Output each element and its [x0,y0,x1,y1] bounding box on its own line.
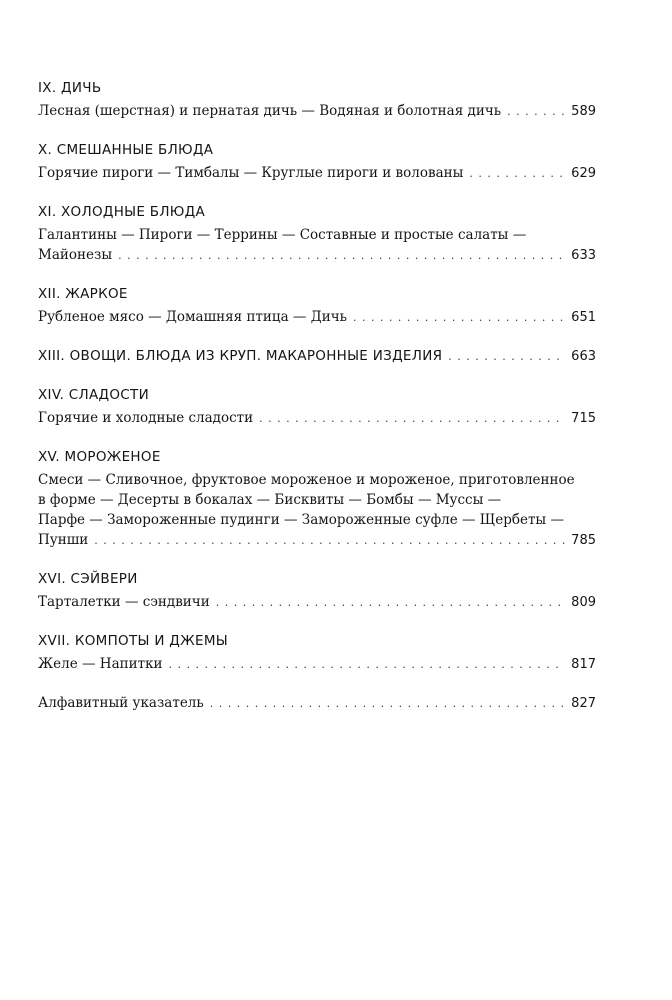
dot-leader [507,102,565,122]
page-number: 633 [571,248,596,263]
entry-text: Желе — Напитки [38,656,163,672]
toc-entry[interactable] [38,245,596,266]
section-title: XV. МОРОЖЕНОЕ [38,449,161,465]
entry-text: Рубленое мясо — Домашняя птица — Дичь [38,309,347,325]
entry-line: Парфе — Замороженные пудинги — Замороженные суфле — Щербеты — [38,512,564,528]
toc-entry[interactable] [38,163,596,184]
entry-text: Пунши [38,532,89,548]
page-number: 715 [571,411,596,426]
toc-entry[interactable] [38,346,596,367]
section-title: XIV. СЛАДОСТИ [38,387,149,403]
toc-entry[interactable] [38,408,596,429]
toc-section-x [38,140,596,184]
entry-text: Майонезы [38,247,113,263]
toc-entry[interactable] [38,592,596,613]
entry-text: Горячие пироги — Тимбалы — Круглые пироги и волованы [38,165,464,181]
toc-section-ix [38,78,596,122]
page-number: 589 [571,104,596,119]
toc-entry[interactable] [38,101,596,122]
entry-line: Смеси — Сливочное, фруктовое мороженое и мороженое, приготовленное [38,472,575,488]
section-title: XVI. СЭЙВЕРИ [38,571,138,587]
dot-leader [448,347,565,367]
entry-text: Тарталетки — сэндвичи [38,594,210,610]
section-title: XIII. ОВОЩИ. БЛЮДА ИЗ КРУП. МАКАРОННЫЕ ИЗДЕЛИЯ [38,348,443,364]
dot-leader [353,308,565,328]
toc-section-xii [38,284,596,328]
toc-section-xiii [38,346,596,367]
toc-entry[interactable] [38,530,596,551]
section-title: XVII. КОМПОТЫ И ДЖЕМЫ [38,633,228,649]
page-number: 817 [571,657,596,672]
toc-entry[interactable] [38,693,596,714]
dot-leader [210,694,565,714]
entry-text: Лесная (шерстная) и пернатая дичь — Водяная и болотная дичь [38,103,502,119]
toc-section-xv [38,447,596,551]
dot-leader [94,531,565,551]
page-number: 785 [571,533,596,548]
section-title: XII. ЖАРКОЕ [38,286,128,302]
section-title: XI. ХОЛОДНЫЕ БЛЮДА [38,204,206,220]
dot-leader [259,409,565,429]
entry-line: в форме — Десерты в бокалах — Бисквиты — Бомбы — Муссы — [38,492,502,508]
toc-section-xvii [38,631,596,675]
entry-line: Галантины — Пироги — Террины — Составные и простые салаты — [38,227,527,243]
dot-leader [216,593,565,613]
toc-entry[interactable] [38,307,596,328]
page-number: 809 [571,595,596,610]
toc-entry[interactable] [38,654,596,675]
dot-leader [169,655,566,675]
entry-text: Алфавитный указатель [38,695,204,711]
section-title: X. СМЕШАННЫЕ БЛЮДА [38,142,214,158]
dot-leader [469,164,565,184]
section-title: IX. ДИЧЬ [38,80,102,96]
page-number: 827 [571,696,596,711]
toc-section-index [38,693,596,714]
toc-section-xi [38,202,596,266]
page-number: 629 [571,166,596,181]
table-of-contents [38,78,596,732]
page-number: 663 [571,349,596,364]
toc-section-xvi [38,569,596,613]
entry-text: Горячие и холодные сладости [38,410,254,426]
toc-section-xiv [38,385,596,429]
page-number: 651 [571,310,596,325]
dot-leader [118,246,565,266]
